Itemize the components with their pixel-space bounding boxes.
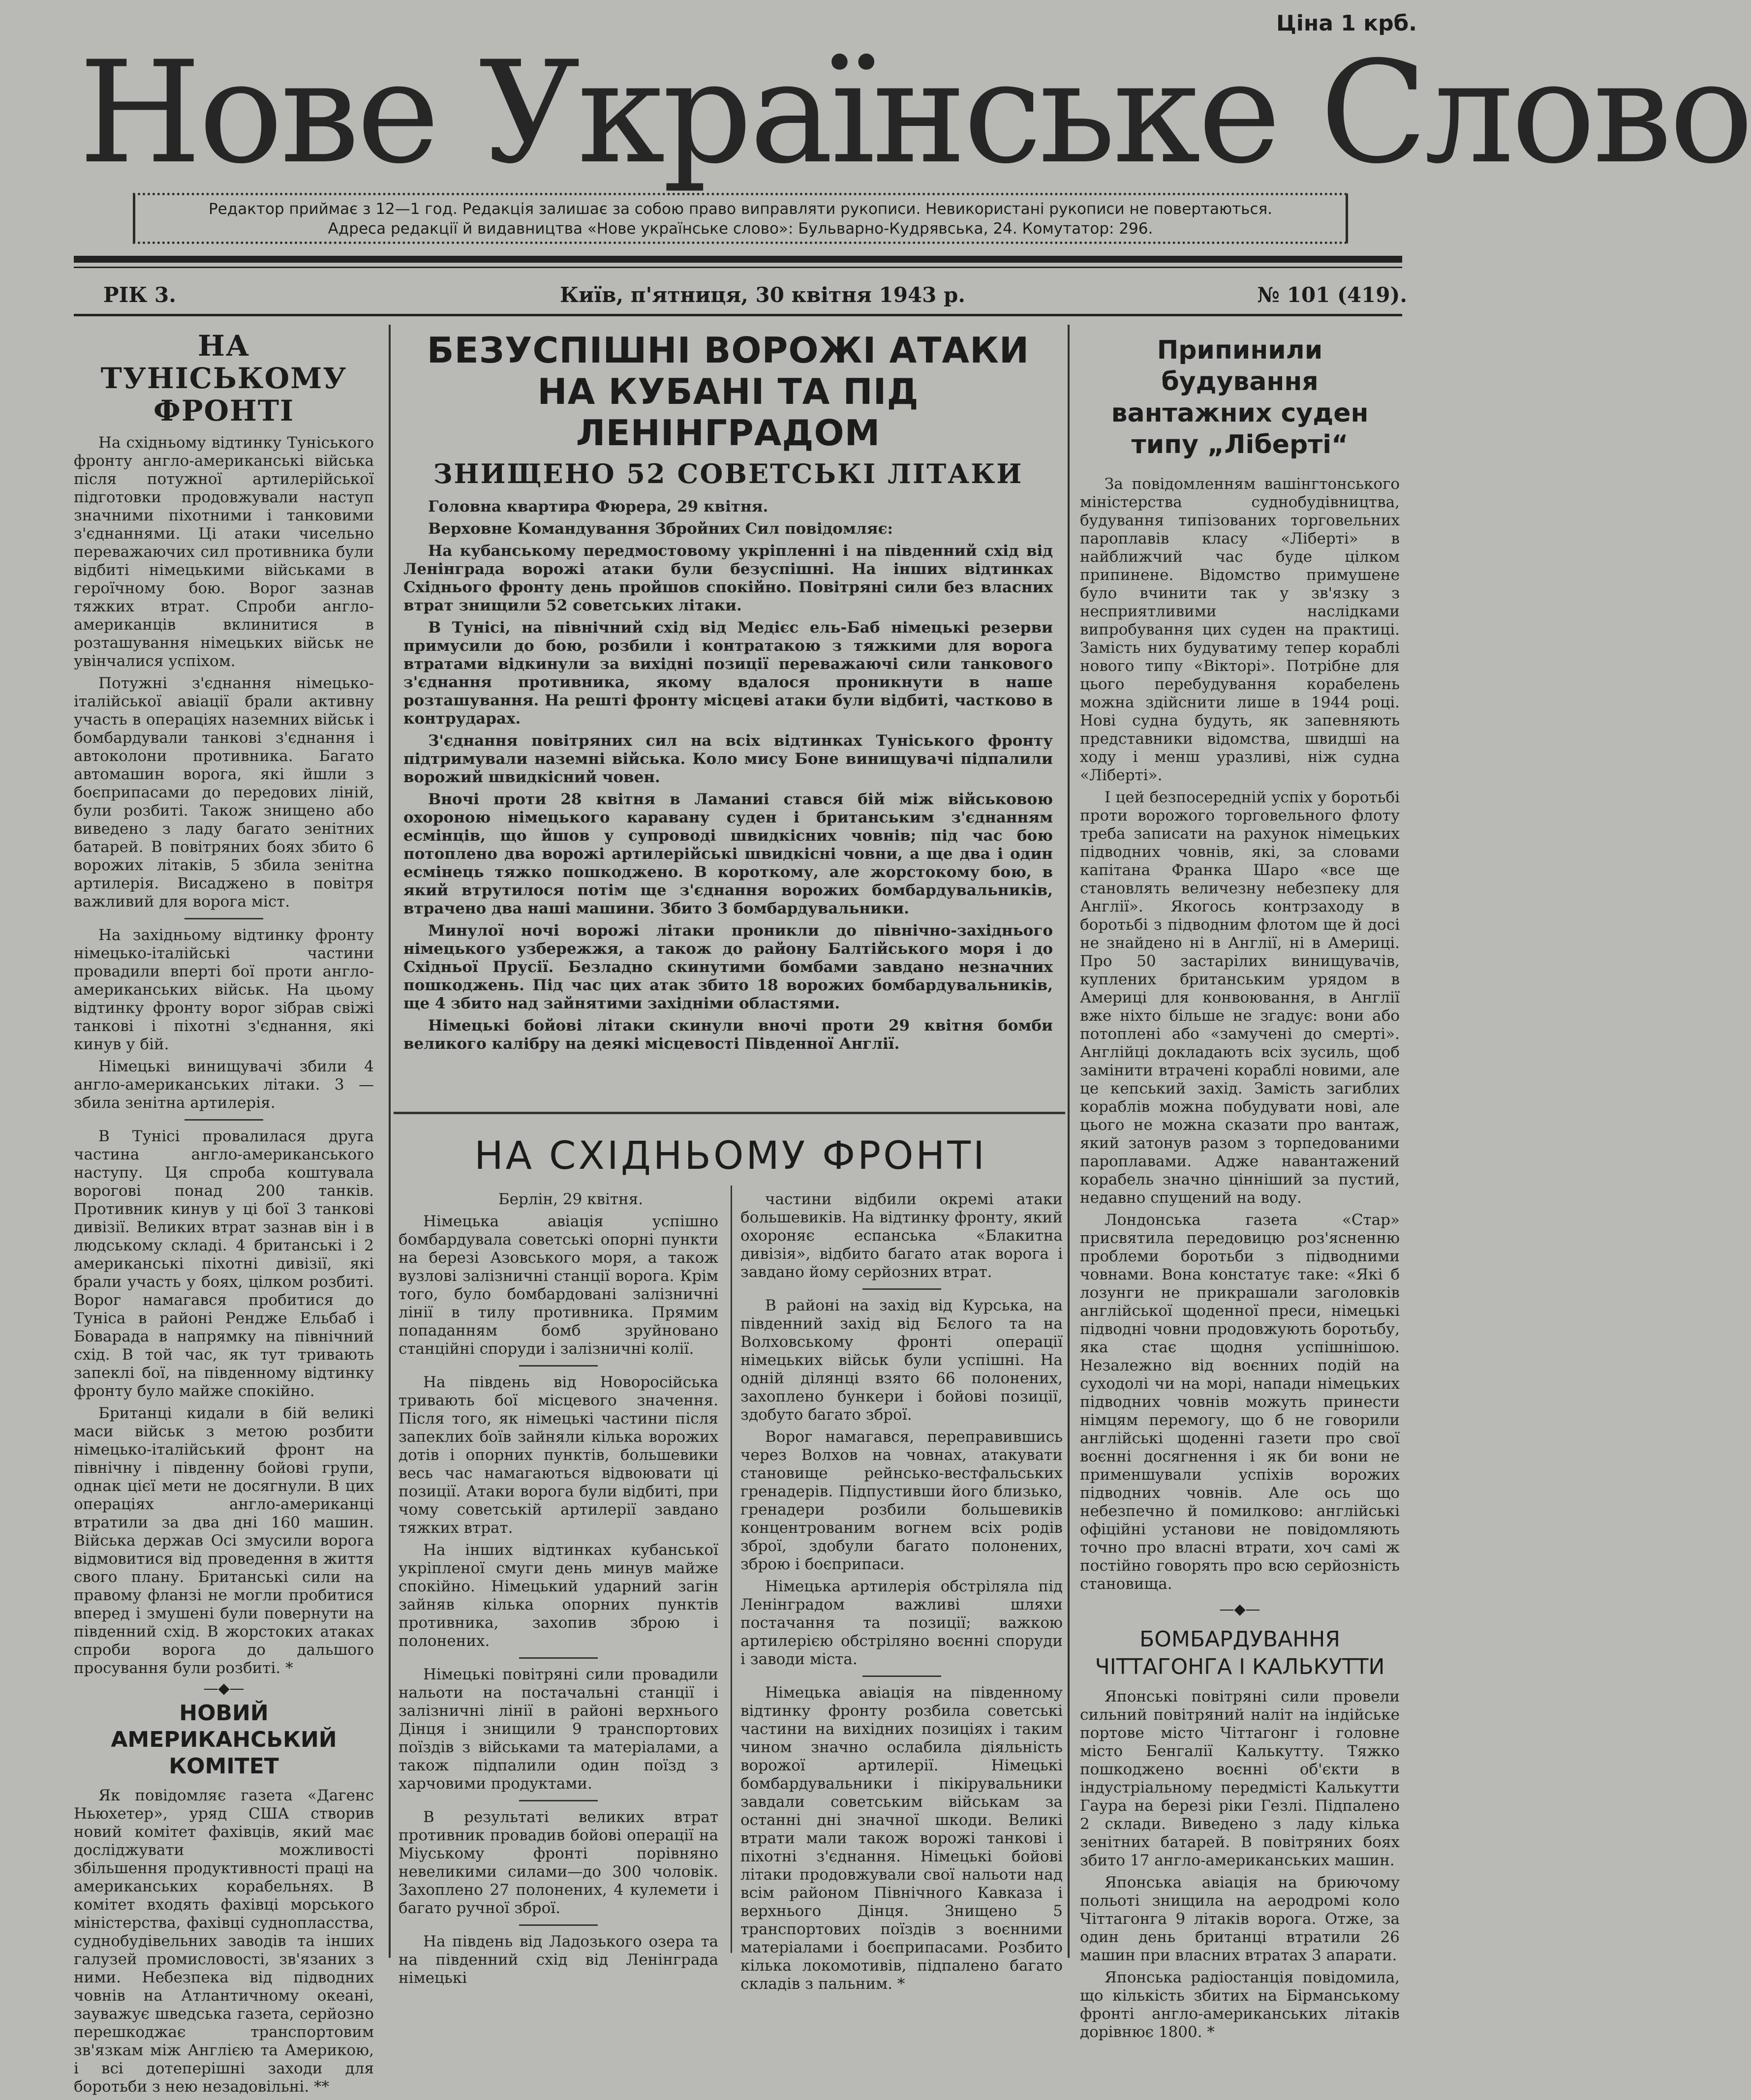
article-paragraph: Як повідомляє газета «Дагенс Ньюхетер», уряд США створив новий комітет фахівців, який має досліджувати можливості збільшення продуктивності праці на американських корабельнях. В комітет входять фахівці морського міністерства, фахівці суднопласства, суднобудівельних заводів та інших галузей промисловості, зв'язаних з ними. Небезпека від підводних човнів на Атлантичному океані, зауважує шведська газета, серйозно перешкоджає транспортовим зв'язкам між Англією та Америкою, і всі дотеперішні заходи для боротьби з нею незадовільні. ** xyxy=(74,1787,374,2096)
article-paragraph: Минулої ночі ворожі літаки проникли до північно-західнього німецького узбережжя, а також до району Балтійського моря і до Східньої Прусії. Безладно скинутими бомбами завдано незначних пошкоджень. Під час цих атак збито 18 ворожих бомбардувальників, ще 4 збито над зайнятими західніми областями. xyxy=(403,922,1053,1012)
column-divider-right xyxy=(1068,325,1070,1958)
column-divider-left xyxy=(389,325,391,1958)
article-paragraph: частини відбили окремі атаки большевиків. На відтинку фронту, який охороняє еспанська «Блакитна дивізія», відбито багато атак ворога і завдано йому серйозних втрат. xyxy=(740,1190,1063,1281)
tunisia-article xyxy=(74,434,374,1677)
info-line-1: Редактор приймає з 12—1 год. Редакція залишає за собою право виправляти рукописи. Невикористані рукописи не повертаються. xyxy=(209,200,1272,218)
report-source: Головна квартира Фюрера, 29 квітня. xyxy=(428,498,768,516)
article-paragraph: Німецькі повітряні сили провадили нальоти на постачальні станції і залізничні лінії в районі верхнього Дінця і знищили 9 транспортових поїздів з військами та матеріалами, а також підпалили один поїзд з харчовими продуктами. xyxy=(399,1666,718,1793)
section-separator xyxy=(519,1800,598,1801)
ornament-separator: —◆— xyxy=(1219,1601,1260,1618)
article-paragraph: Німецька артилерія обстріляла під Ленінградом важливі шляхи постачання та позиції; важкою артилерією обстріляно воєнні споруди і заводи міста. xyxy=(740,1578,1063,1668)
issue-date: Київ, п'ятниця, 30 квітня 1943 р. xyxy=(559,283,966,307)
article-paragraph: Німецька авіація на південному відтинку фронту розбила советські частини на вихідних позиціях і таким чином значно ослабила діяльність ворожої артилерії. Німецькі бомбардувальники і пікірувальники завдали советським військам за останні дні значної шкоди. Великі втрати мали також ворожі танкові і піхотні з'єднання. Німецькі бойові літаки продовжували свої нальоти над всім районом Північного Кавказа і верхнього Дінця. Знищено 5 транспортових поїздів з воєнними матеріалами і боєприпасами. Розбито кілька локомотивів, підпалено багато складів з пальним. * xyxy=(740,1684,1063,1993)
main-subheadline: ЗНИЩЕНО 52 СОВЕТСЬКІ ЛІТАКИ xyxy=(433,458,1023,489)
section-separator xyxy=(862,1675,941,1677)
article-paragraph: В районі на захід від Курська, на південний захід від Бєлого та на Волховському фронті операції німецьких військ були успішні. На одній ділянці взято 66 полонених, захоплено бункери і бойові позиції, здобуто багато зброї. xyxy=(740,1297,1063,1424)
wehrmacht-report xyxy=(403,498,1053,1053)
tunisia-headline: НА ТУНІСЬКОМУ ФРОНТІ xyxy=(100,329,347,427)
masthead-title: Нове Українське Слово xyxy=(79,31,1751,195)
section-separator xyxy=(519,1924,598,1926)
section-separator xyxy=(184,1119,263,1121)
article-paragraph: На західньому відтинку фронту німецько-італійські частини провадили вперті бої проти англо-американських військ. На цьому відтинку фронту ворог зібрав свіжі танкові і піхотні з'єднання, які кинув у бій. xyxy=(74,926,374,1053)
eastern-front-col1 xyxy=(399,1190,718,1991)
left-column xyxy=(74,330,374,2100)
article-paragraph: Британці кидали в бій великі маси військ з метою розбити німецько-італійський фронт на північну і південну бойові групи, однак цієї мети не досягнули. В цих операціях англо-американці втратили за два дні 160 машин. Війська держав Осі змусили ворога відмовитися від проведення в життя свого плану. Британські сили на правому фланзі не могли пробитися вперед і змушені були повернути на південний схід. В жорстоких атаках спроби ворога до дальшого просування були розбиті. * xyxy=(74,1404,374,1677)
year: РІК 3. xyxy=(103,283,176,307)
article-paragraph: На південь від Новоросійська тривають бої місцевого значення. Після того, як німецькі частини після запеклих боїв зайняли кілька ворожих дотів і опорних пунктів, большевики весь час намагаються відвоювати ці позиції. Атаки ворога були відбиті, при чому советській артилерії завдано тяжких втрат. xyxy=(399,1373,718,1537)
article-paragraph: Німецькі бойові літаки скинули вночі проти 29 квітня бомби великого калібру на деякі місцевості Південної Англії. xyxy=(403,1017,1053,1053)
article-paragraph: Японська авіація на бриючому польоті знищила на аеродромі коло Чіттагонга 9 літаків ворога. Отже, за один день британці втратили 26 машин при власних втратах 3 апарати. xyxy=(1080,1874,1400,1964)
report-intro: Верховне Командування Збройних Сил повідомляє: xyxy=(428,520,893,538)
section-separator xyxy=(519,1365,598,1367)
issue-number: № 101 (419). xyxy=(1257,283,1407,307)
chittagong-headline: БОМБАРДУВАННЯ ЧІТТАГОНГА І КАЛЬКУТТИ xyxy=(1095,1627,1385,1679)
article-paragraph: Вночі проти 28 квітня в Ламаниі стався бій між військовою охороною німецького каравану суден і британським з'єднанням есмінців, що йшов у супроводі швидкісних човнів; під час бою потоплено два ворожі артилерійські швидкісні човни, а ще два і один есмінець тяжко пошкоджено. В короткому, але жорстокому бою, в який втрутилося потім ще з'єднання ворожих бомбардувальників, втрачено два наші машини. Збито 3 бомбардувальники. xyxy=(403,791,1053,917)
eastern-front-headline: НА СХІДНЬОМУ ФРОНТІ xyxy=(474,1134,987,1178)
article-paragraph: Німецькі винищувачі збили 4 англо-американських літаки. 3 — збила зенітна артилерія. xyxy=(74,1058,374,1112)
article-paragraph: В Тунісі провалилася друга частина англо-американського наступу. Ця спроба коштувала ворогові понад 200 танків. Противник кинув у ці бої 3 танкові дивізії. Великих втрат зазнав він і в людському складі. 4 британські і 2 американські піхотні дивізії, які брали участь у боях, цілком розбиті. Ворог намагався пробитися до Туніса в районі Рендже Ельбаб і Боварада в напрямку на північний схід. В той час, як тут тривають запеклі бої, на південному відтинку фронту було майже спокійно. xyxy=(74,1127,374,1400)
article-paragraph: На інших відтинках кубанської укріпленої смуги день минув майже спокійно. Німецький ударний загін зайняв кілька опорних пунктів противника, захопив зброю і полонених. xyxy=(399,1541,718,1650)
article-paragraph: Німецька авіація успішно бомбардувала советські опорні пункти на березі Азовського моря, а також вузлові залізничні станції ворога. Крім того, було бомбардовані залізничні лінії в тилу противника. Прямим попаданням бомб зруйновано станційні споруди і залізничні колії. xyxy=(399,1213,718,1358)
committee-article xyxy=(74,1787,374,2096)
dateline-berlin: Берлін, 29 квітня. xyxy=(498,1190,644,1208)
article-paragraph: З'єднання повітряних сил на всіх відтинках Туніського фронту підтримували наземні війська. Коло мису Боне винищувачі підпалили ворожий швидкісний човен. xyxy=(403,732,1053,786)
committee-headline: НОВИЙ АМЕРИКАНСЬКИЙ КОМІТЕТ xyxy=(111,1701,337,1779)
price: Ціна 1 крб. xyxy=(1276,11,1417,36)
article-paragraph: І цей безпосередній успіх у боротьбі проти ворожого торговельного флоту треба записати на рахунок німецьких підводних човнів, які, за словами капітана Франка Шаро «все ще становлять величезну небезпеку для Англії». Якогось контрзаходу в боротьбі з підводним флотом ще й досі не знайдено ні в Англії, ні в Америці. Про 50 застарілих винищувачів, куплених британським урядом в Америці для конвоювання, в Англії вже ніхто більше не згадує: вони або потоплені або «замучені до смерті». Англійці докладають всіх зусиль, щоб замінити втрачені кораблі новими, але це кепський захід. Замість загиблих кораблів можна побудувати нові, але цього не можна сказати про вантаж, який затонув разом з торпедованими пароплавами. Адже навантажений корабель значно цінніший за пустий, недавно спущений на воду. xyxy=(1080,789,1400,1207)
center-divider xyxy=(394,1112,1065,1114)
section-separator xyxy=(862,1288,941,1290)
article-paragraph: Ворог намагався, переправившись через Волхов на човнах, атакувати становище рейнсько-вестфальських гренадерів. Підпустивши його близько, гренадери розбили большевиків концентрованим вогнем всіх родів зброї, здобули багато полонених, зброю і боєприпаси. xyxy=(740,1428,1063,1573)
masthead-rule-thick xyxy=(74,256,1402,263)
article-paragraph: Японська радіостанція повідомила, що кількість збитих на Бірманському фронті англо-американських літаків дорівнює 1800. * xyxy=(1080,1969,1400,2041)
eastern-column-divider xyxy=(731,1186,732,1953)
editorial-info-box xyxy=(133,193,1348,244)
info-line-2: Адреса редакції й видавництва «Нове українське слово»: Бульварно-Кудрявська, 24. Комутатор: 296. xyxy=(328,220,1153,238)
masthead-rule-thin xyxy=(74,267,1402,268)
article-paragraph: Потужні з'єднання німецько-італійської авіації брали активну участь в операціях наземних військ і бомбардували танкові з'єднання і автоколони противника. Багато автомашин ворога, які йшли з боєприпасами до передових ліній, були розбиті. Також знищено або виведено з ладу багато зенітних батарей. В повітряних боях збито 6 ворожих літаків, 5 збила зенітна артилерія. Висаджено в повітря важливий для ворога міст. xyxy=(74,674,374,911)
article-paragraph: На південь від Ладозького озера та на південний схід від Ленінграда німецькі xyxy=(399,1933,718,1987)
article-paragraph: В Тунісі, на північний схід від Медієс ель-Баб німецькі резерви примусили до бою, розбили і контратакою з тяжкими для ворога втратами відкинули за вихідні позиції переважаючі сили танкового з'єднання противника, якому вдалося проникнути в наше розташування. На решті фронту місцеві атаки були відбиті, частково в контрударах. xyxy=(403,619,1053,728)
dateline-rule xyxy=(74,314,1402,316)
article-paragraph: За повідомленням вашінгтонського міністерства суднобудівництва, будування типізованих торговельних пароплавів класу «Ліберті» в найближчий час буде цілком припинене. Відомство примушене було вчинити так у зв'язку з несприятливими наслідками випробування цих суден на практиці. Замість них будуватиму тепер кораблі нового типу «Вікторі». Потрібне для цього перебудування корабелень можна здійснити лише в 1944 році. Нові судна будуть, як запевняють представники відомства, швидші на ходу і менш уразливі, ніж судна «Ліберті». xyxy=(1080,475,1400,784)
chittagong-article xyxy=(1080,1688,1400,2041)
ornament-separator: —◆— xyxy=(203,1680,245,1697)
main-headline: БЕЗУСПІШНІ ВОРОЖІ АТАКИ НА КУБАНІ ТА ПІД ЛЕНІНГРАДОМ xyxy=(427,330,1030,454)
section-separator xyxy=(519,1657,598,1659)
eastern-front-col2 xyxy=(740,1190,1063,1997)
right-column xyxy=(1080,335,1400,2045)
center-top-article xyxy=(403,330,1053,1057)
liberty-headline: Припинили будування вантажних суден типу „Ліберті“ xyxy=(1111,335,1369,459)
article-paragraph: На східньому відтинку Туніського фронту англо-американські війська після потужної артилерійської підготовки продовжували наступ значними піхотними і танковими з'єднаннями. Ці атаки чисельно переважаючих сил противника були відбиті німецькими військами в героїчному бою. Ворог зазнав тяжких втрат. Спроби англо-американців вклинитися в розташування німецьких військ не увінчалися успіхом. xyxy=(74,434,374,670)
section-separator xyxy=(184,918,263,919)
article-paragraph: Лондонська газета «Стар» присвятила передовицю роз'ясненню проблеми боротьби з підводними човнами. Вона констатує таке: «Які б лозунги не прикрашали заголовків англійської щоденної преси, німецькі підводні човни продовжують боротьбу, яка стає щодня успішнішою. Незалежно від воєнних подій на суходолі чи на морі, напади німецьких підводних човнів можуть принести німцям перемогу, що б не говорили англійські щоденні газети про свої воєнні досягнення і як би вони не применшували успіхів ворожих підводних човнів. Але ось що небезпечно й помилково: англійські офіційні установи не повідомляють точно про власні втрати, хоч самі ж постійно говорять про всю серйозність становища. xyxy=(1080,1211,1400,1593)
article-paragraph: В результаті великих втрат противник провадив бойові операції на Міуському фронті порівняно невеликими силами—до 300 чоловік. Захоплено 27 полонених, 4 кулемети і багато ручної зброї. xyxy=(399,1808,718,1917)
eastern-front-section xyxy=(403,1131,1058,1181)
article-paragraph: Японські повітряні сили провели сильний повітряний наліт на індійське портове місто Чіттагонг і головне місто Бенгалії Калькутту. Тяжко пошкоджено воєнні об'єкти в індустріальному передмісті Калькутти Гаура на березі ріки Гезлі. Підпалено 2 склади. Виведено з ладу кілька зенітних батарей. В повітряних боях збито 17 англо-американських машин. xyxy=(1080,1688,1400,1869)
liberty-article xyxy=(1080,475,1400,1593)
article-paragraph: На кубанському передмостовому укріпленні і на південний схід від Ленінграда ворожі атаки були безуспішні. На інших відтинках Східнього фронту день пройшов спокійно. Повітряні сили без власних втрат знищили 52 советських літаки. xyxy=(403,542,1053,614)
